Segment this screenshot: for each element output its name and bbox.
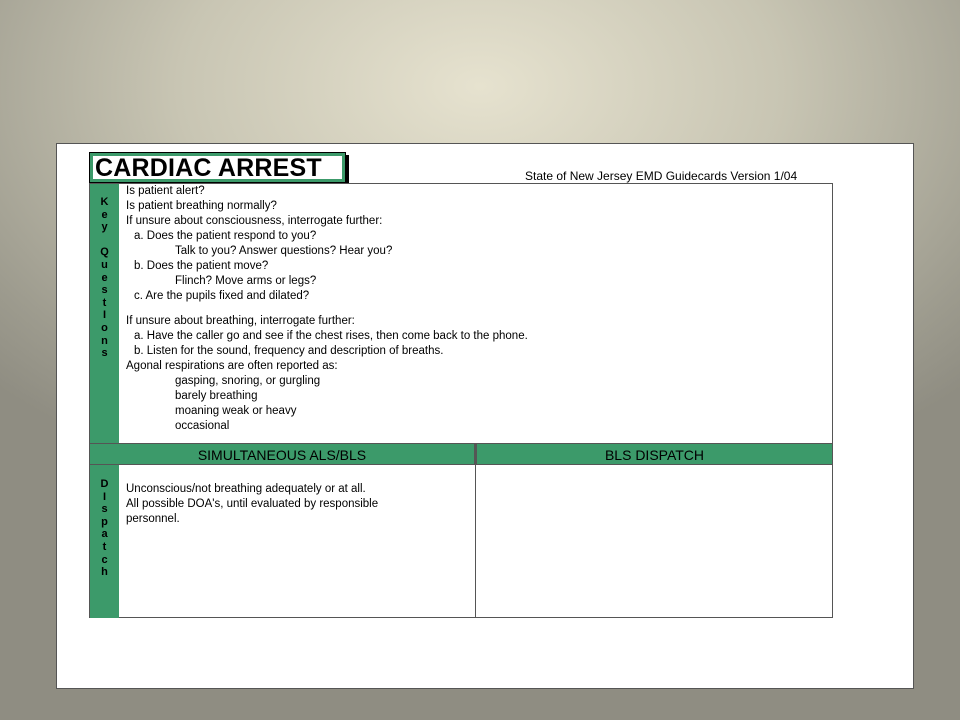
key-questions-text [126,184,826,434]
side-label-letter: D [100,478,109,490]
side-label-letter: I [102,490,107,503]
question-line: c. Are the pupils fixed and dilated? [134,290,310,302]
side-label-letter: Q [100,246,109,259]
question-line: b. Does the patient move? [134,260,269,272]
als-bls-header: SIMULTANEOUS ALS/BLS [89,443,475,465]
bls-dispatch-header: BLS DISPATCH [476,443,833,465]
side-label-letter: t [102,296,107,309]
side-label-letter: h [101,566,108,579]
question-line: barely breathing [175,390,258,402]
side-label-letter: p [101,515,108,528]
question-line [126,304,826,314]
side-label-letter: y [101,221,108,234]
question-line: occasional [175,420,230,432]
side-label-letter: e [101,271,108,284]
question-line: Is patient alert? [126,185,205,197]
side-label-letter: K [100,196,109,208]
question-line: Flinch? Move arms or legs? [175,275,317,287]
question-line: If unsure about breathing, interrogate further: [126,315,355,327]
side-label-letter: a [101,528,108,541]
title-box [89,152,346,183]
question-line: a. Does the patient respond to you? [134,230,317,242]
side-label-letter: e [101,208,108,221]
als-criteria-line: All possible DOA's, until evaluated by responsible [126,498,379,510]
side-label-letter: s [101,284,108,297]
column-divider [475,443,476,618]
side-label-letter: t [102,540,107,553]
version-label: State of New Jersey EMD Guidecards Version 1/04 [525,169,798,183]
side-label-letter: o [101,321,108,334]
side-label-letter: c [101,553,108,566]
side-label-letter: s [101,347,108,360]
page-title: CARDIAC ARREST [92,155,343,180]
side-label-letter: s [101,503,108,516]
question-line: a. Have the caller go and see if the chest rises, then come back to the phone. [134,330,528,342]
side-label-letter [90,234,119,247]
question-line: Is patient breathing normally? [126,200,277,212]
als-criteria-line: personnel. [126,513,180,525]
question-line: b. Listen for the sound, frequency and description of breaths. [134,345,444,357]
question-line: If unsure about consciousness, interrogate further: [126,215,383,227]
question-line: gasping, snoring, or gurgling [175,375,321,387]
question-line: moaning weak or heavy [175,405,297,417]
key-questions-side-label [90,184,119,443]
side-label-letter: n [101,334,108,347]
question-line: Talk to you? Answer questions? Hear you? [175,245,393,257]
side-label-letter: u [101,258,108,271]
side-label-letter: I [102,309,107,322]
als-criteria-line: Unconscious/not breathing adequately or at all. [126,483,366,495]
question-line: Agonal respirations are often reported as: [126,360,338,372]
dispatch-side-label [90,465,119,618]
als-dispatch-criteria [126,482,466,527]
